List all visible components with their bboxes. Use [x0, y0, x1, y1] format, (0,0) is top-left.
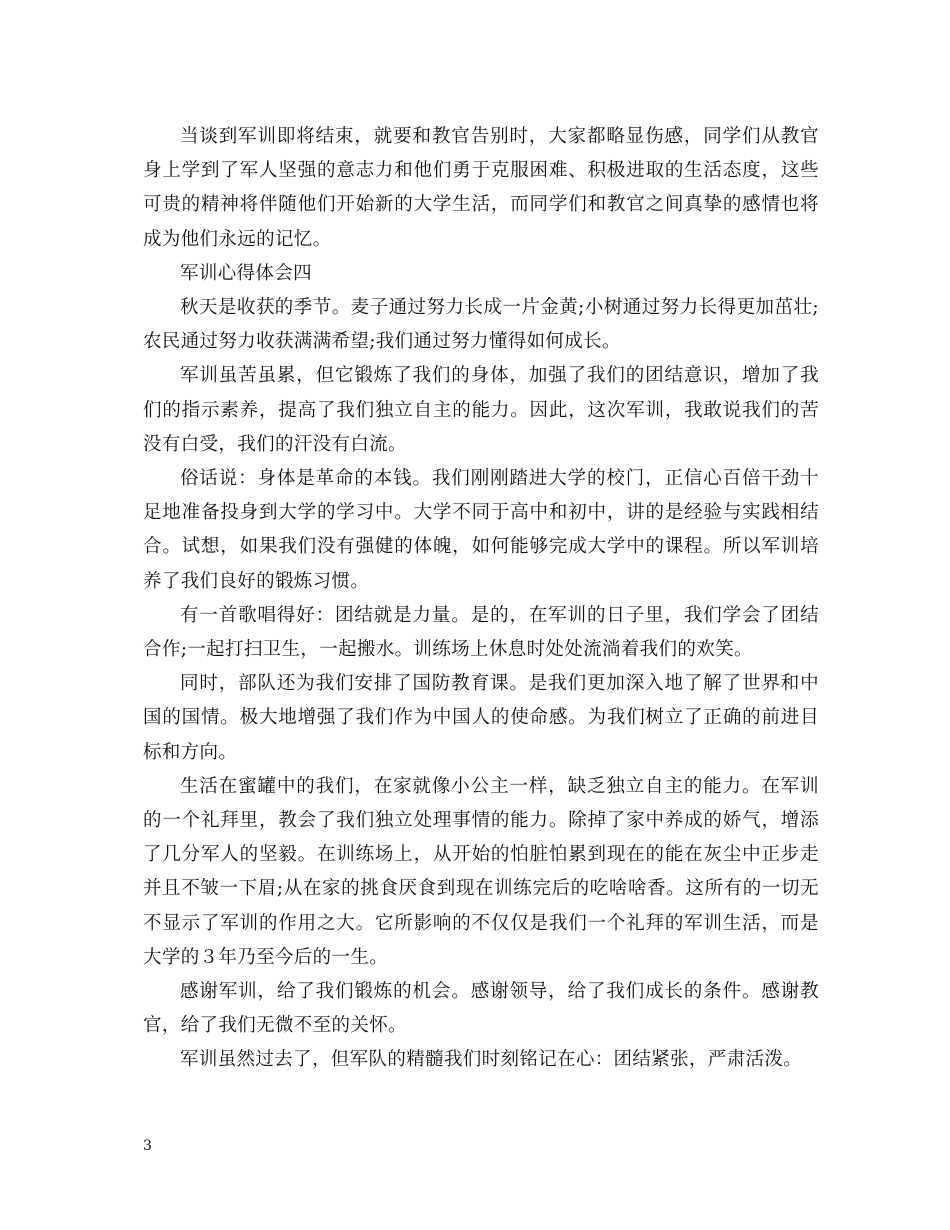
paragraph-independence: 生活在蜜罐中的我们，在家就像小公主一样，缺乏独立自主的能力。在军训的一个礼拜里，教会了我们独立处理事情的能力。除掉了家中养成的娇气，增添了几分军人的坚毅。在训练场上，从开始的怕脏怕累到现在的能在灰尘中正步走并且不皱一下眉;从在家的挑食厌食到现在训练完后的吃啥啥香。这所有的一切无不显示了军训的作用之大。它所影响的不仅仅是我们一个礼拜的军训生活，而是大学的３年乃至今后的一生。: [143, 775, 819, 968]
paragraph-conclusion: 军训虽然过去了，但军队的精髓我们时刻铭记在心：团结紧张，严肃活泼。: [180, 1049, 803, 1071]
paragraph-farewell: 当谈到军训即将结束，就要和教官告别时，大家都略显伤感，同学们从教官身上学到了军人坚强的意志力和他们勇于克服困难、积极进取的生活态度，这些可贵的精神将伴随他们开始新的大学生活，而同学们和教官之间真挚的感情也将成为他们永远的记忆。: [143, 126, 819, 250]
paragraph-health: 俗话说：身体是革命的本钱。我们刚刚踏进大学的校门，正信心百倍干劲十足地准备投身到大学的学习中。大学不同于高中和初中，讲的是经验与实践相结合。试想，如果我们没有强健的体魄，如何能够完成大学中的课程。所以军训培养了我们良好的锻炼习惯。: [143, 468, 819, 592]
document-body: [143, 120, 819, 1078]
paragraph-autumn: 秋天是收获的季节。麦子通过努力长成一片金黄;小树通过努力长得更加茁壮;农民通过努力收获满满希望;我们通过努力懂得如何成长。: [143, 297, 819, 353]
paragraph-unity: 有一首歌唱得好：团结就是力量。是的，在军训的日子里，我们学会了团结合作;一起打扫卫生，一起搬水。训练场上休息时处处流淌着我们的欢笑。: [143, 604, 819, 661]
paragraph-hardship: 军训虽苦虽累，但它锻炼了我们的身体，加强了我们的团结意识，增加了我们的指示素养，提高了我们独立自主的能力。因此，这次军训，我敢说我们的苦没有白受，我们的汗没有白流。: [143, 365, 819, 455]
page-number: 3: [143, 1138, 152, 1154]
section-heading: 军训心得体会四: [180, 262, 312, 284]
paragraph-gratitude: 感谢军训，给了我们锻炼的机会。感谢领导，给了我们成长的条件。感谢教官，给了我们无微不至的关怀。: [143, 981, 819, 1037]
paragraph-defense-education: 同时，部队还为我们安排了国防教育课。是我们更加深入地了解了世界和中国的国情。极大地增强了我们作为中国人的使命感。为我们树立了正确的前进目标和方向。: [143, 673, 819, 763]
